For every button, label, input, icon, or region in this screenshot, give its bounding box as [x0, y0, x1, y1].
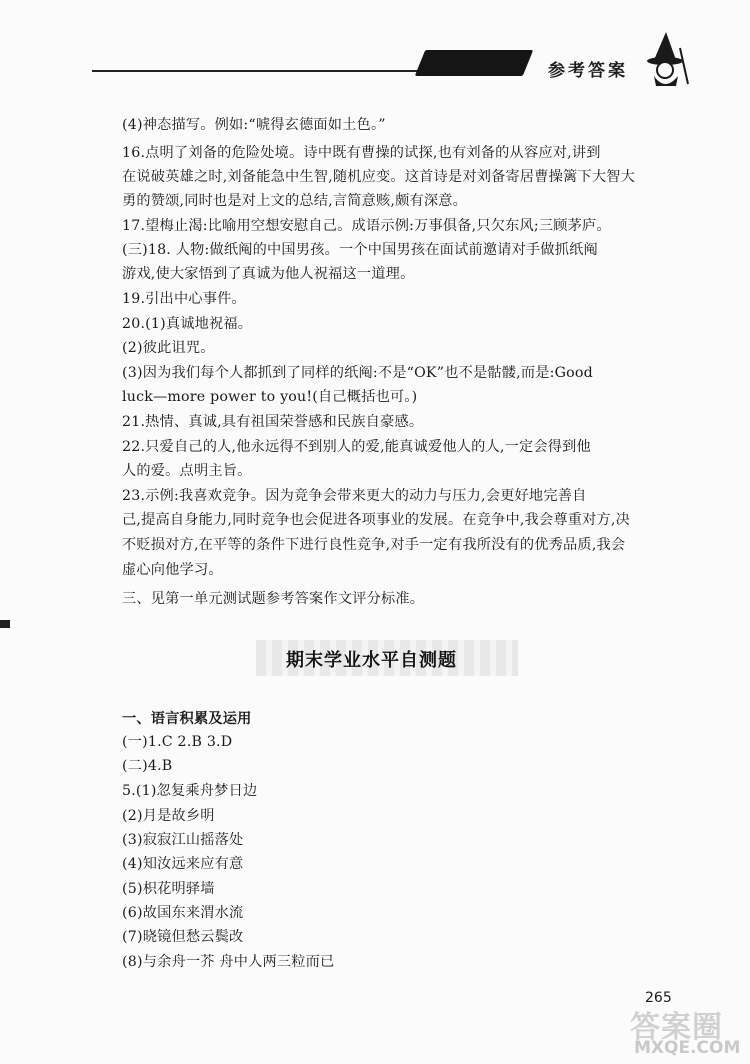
sub-heading: 一、语言积累及运用 [122, 711, 252, 727]
answer-line: (3)因为我们每个人都抓到了同样的纸阄:不是“OK”也不是骷髅,而是:Good [122, 365, 593, 381]
header-title: 参考答案 [548, 61, 628, 81]
answer-line: 己,提高自身能力,同时竞争也会促进各项事业的发展。在竞争中,我会尊重对方,决 [122, 512, 631, 528]
answer-line: 在说破英雄之时,刘备能急中生智,随机应变。这首诗是对刘备寄居曹操篱下大智大 [122, 169, 635, 185]
answer-line: (5)枳花明驿墙 [122, 881, 215, 897]
page-edge-mark [0, 620, 10, 628]
answer-line: 20.(1)真诚地祝福。 [122, 316, 253, 332]
answer-line: (3)寂寂江山摇落处 [122, 832, 244, 848]
answer-line: luck—more power to you!(自己概括也可。) [122, 389, 418, 405]
answer-line: (一)1.C 2.B 3.D [122, 734, 233, 750]
answer-line: (6)故国东来渭水流 [122, 905, 244, 921]
page-number: 265 [645, 990, 672, 1006]
answer-line: (8)与余舟一芥 舟中人两三粒而已 [122, 954, 335, 970]
answer-line: 17.望梅止渴:比喻用空想安慰自己。成语示例:万事俱备,只欠东风;三顾茅庐。 [122, 218, 611, 234]
answer-line: 虚心向他学习。 [122, 562, 223, 578]
answer-line: 21.热情、真诚,具有祖国荣誉感和民族自豪感。 [122, 414, 424, 430]
answer-line: 5.(1)忽复乘舟梦日边 [122, 783, 258, 799]
section-title: 期末学业水平自测题 [286, 650, 457, 671]
answer-line: (三)18. 人物:做纸阄的中国男孩。一个中国男孩在面试前邀请对手做抓纸阄 [122, 242, 598, 258]
answer-line: (4)知汝远来应有意 [122, 856, 244, 872]
watermark-logo: 答案圈 [630, 1010, 723, 1045]
watermark-url: MXQE.COM [634, 1038, 741, 1058]
answer-line: 22.只爱自己的人,他永远得不到别人的爱,能真诚爱他人的人,一定会得到他 [122, 439, 591, 455]
answer-line: 不贬损对方,在平等的条件下进行良性竞争,对手一定有我所没有的优秀品质,我会 [122, 537, 626, 553]
section-banner [256, 640, 518, 676]
answer-line: 16.点明了刘备的危险处境。诗中既有曹操的试探,也有刘备的从容应对,讲到 [122, 145, 601, 161]
answer-line: (2)彼此诅咒。 [122, 340, 215, 356]
answer-line: (二)4.B [122, 758, 173, 774]
answer-line: 人的爱。点明主旨。 [122, 463, 252, 479]
answer-line: 23.示例:我喜欢竞争。因为竞争会带来更大的动力与压力,会更好地完善自 [122, 488, 587, 504]
answer-line: 三、见第一单元测试题参考答案作文评分标准。 [122, 591, 425, 607]
answer-line: 19.引出中心事件。 [122, 291, 246, 307]
wizard-mascot-icon [640, 30, 692, 88]
header-band [415, 50, 534, 76]
answer-line: (4)神态描写。例如:“唬得玄德面如土色。” [122, 117, 386, 133]
watermark [620, 1002, 750, 1064]
answer-line: 勇的赞颂,同时也是对上文的总结,言简意赅,颇有深意。 [122, 193, 468, 209]
answer-line: (2)月是故乡明 [122, 808, 215, 824]
page-header [0, 0, 750, 110]
answer-line: 游戏,使大家悟到了真诚为他人祝福这一道理。 [122, 266, 415, 282]
answer-line: (7)晓镜但愁云鬓改 [122, 929, 244, 945]
